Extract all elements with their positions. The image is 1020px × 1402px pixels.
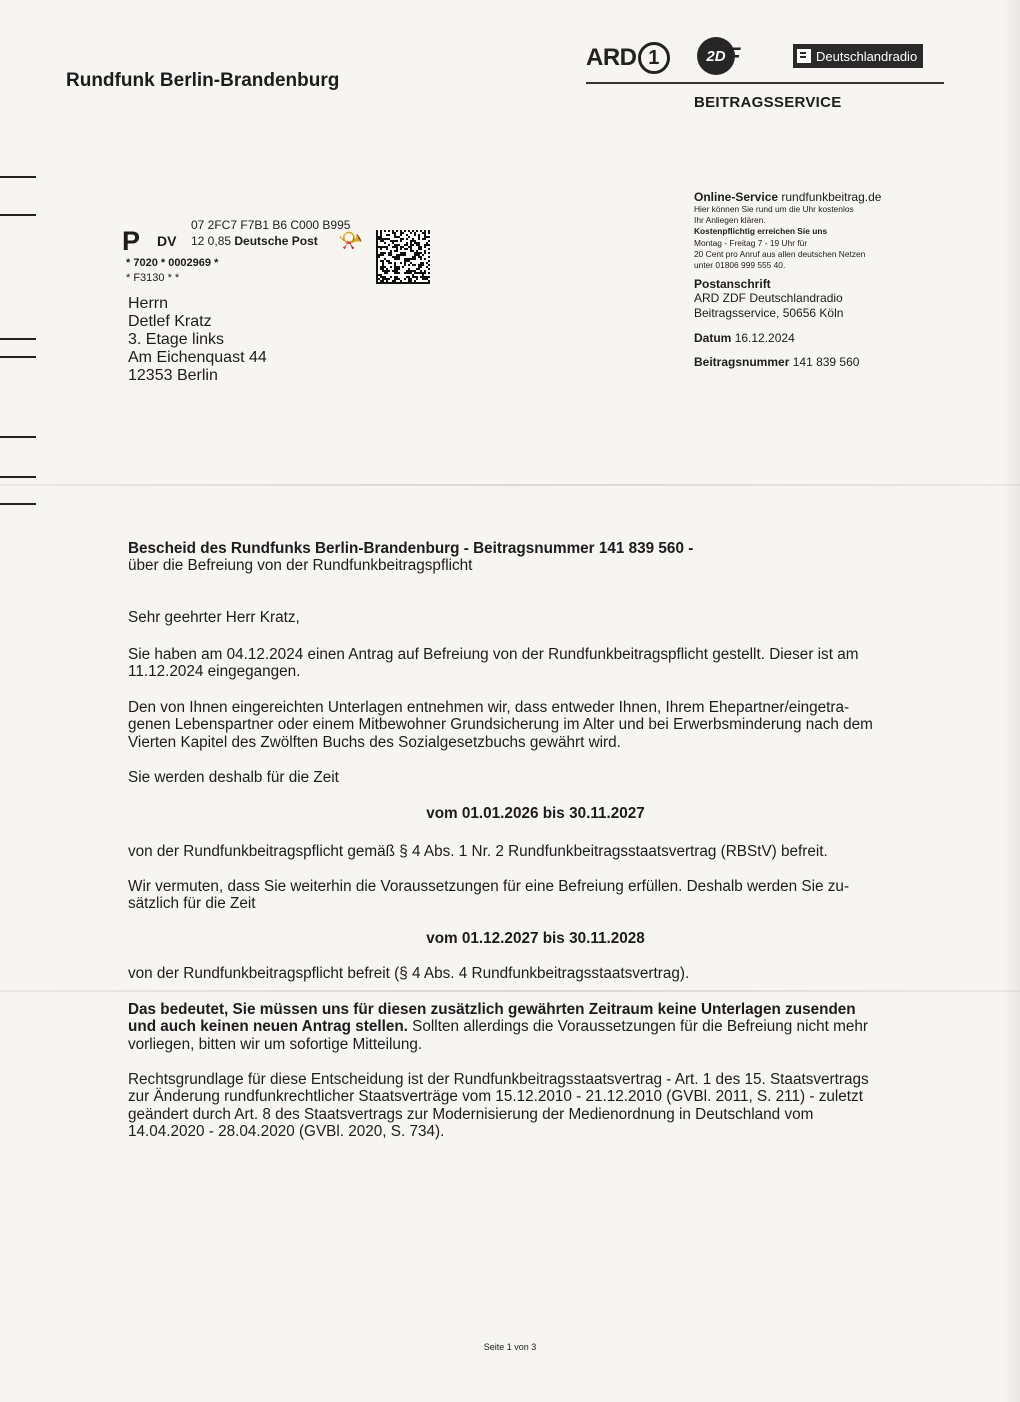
paragraph-line: Das bedeutet, Sie müssen uns für diesen zusätzlich gewährten Zeitraum keine Unterlagen zusenden: [128, 1001, 856, 1018]
paragraph-period-intro: Sie werden deshalb für die Zeit: [128, 769, 339, 786]
recipient-line: Am Eichenquast 44: [128, 349, 267, 366]
paragraph-line: Vierten Kapitel des Zwölften Buchs des Sozialgesetzbuchs gewährt wird.: [128, 733, 621, 751]
ard-logo: [586, 38, 670, 78]
post-horn-icon: 📯: [338, 230, 363, 252]
sender-name: Rundfunk Berlin-Brandenburg: [66, 70, 340, 91]
page-edge-shadow: [1002, 0, 1020, 1402]
recipient-line: 3. Etage links: [128, 331, 225, 348]
paragraph-line: Rechtsgrundlage für diese Entscheidung ist der Rundfunkbeitragsstaatsvertrag - Art. 1 des 15. Staatsvertrags: [128, 1071, 869, 1088]
postage-value: 12 0,85: [191, 234, 232, 248]
routing-code-secondary: * F3130 * *: [126, 272, 180, 284]
contact-info-block: [694, 190, 934, 369]
hint-line: Ihr Anliegen klären.: [694, 215, 766, 226]
margin-mark: [0, 214, 36, 216]
account-number-row: [694, 355, 934, 369]
postage-value-line: [191, 234, 318, 248]
deutschlandradio-logo: [793, 44, 923, 68]
paragraph-documents: [128, 699, 943, 751]
fold-line-bottom: [0, 990, 1020, 992]
paragraph-line: genen Lebenspartner oder einem Mitbewohner Grundsicherung im Alter und bei Erwerbsminderung nach dem: [128, 716, 873, 734]
paragraph-application: Sie haben am 04.12.2024 einen Antrag auf Befreiung von der Rundfunkbeitragspflicht gestellt. Dieser ist am 11.12.2024 eingegangen.: [128, 646, 859, 681]
routing-code: * 7020 * 0002969 *: [126, 257, 219, 269]
ard-logo-text: ARD: [586, 44, 637, 71]
deutschlandradio-logo-text: Deutschlandradio: [816, 48, 918, 64]
paragraph-line: [128, 1018, 943, 1035]
account-number-label: Beitragsnummer: [694, 355, 790, 370]
postal-line: ARD ZDF Deutschlandradio: [694, 291, 843, 306]
date-label: Datum: [694, 331, 732, 346]
recipient-line: Detlef Kratz: [128, 313, 212, 330]
margin-mark: [0, 338, 36, 340]
margin-mark: [0, 436, 36, 438]
letter-subject: Bescheid des Rundfunks Berlin-Brandenburg - Beitragsnummer 141 839 560 -: [128, 540, 694, 557]
margin-mark: [0, 476, 36, 478]
postal-label: Postanschrift: [694, 277, 771, 292]
zdf-disc-icon: 2D: [697, 37, 735, 75]
hint-line: unter 01806 999 555 40.: [694, 260, 786, 271]
margin-mark: [0, 176, 36, 178]
online-service-line: [694, 190, 934, 204]
letter-subject-line2: über die Befreiung von der Rundfunkbeitragspflicht: [128, 557, 473, 574]
service-name: BEITRAGSSERVICE: [694, 94, 842, 111]
paragraph-segment: Sollten allerdings die Voraussetzungen für die Befreiung nicht mehr: [407, 1018, 868, 1036]
salutation: Sehr geehrter Herr Kratz,: [128, 609, 300, 626]
recipient-address: [128, 295, 267, 385]
zdf-logo: [697, 36, 740, 76]
paragraph-no-documents: [128, 1001, 943, 1053]
paragraph-line: geändert durch Art. 8 des Staatsvertrags zur Modernisierung der Medienordnung in Deutschland vom: [128, 1105, 814, 1123]
fold-line-top: [0, 484, 1020, 486]
exemption-period-2: vom 01.12.2027 bis 30.11.2028: [426, 930, 645, 947]
paragraph-legal-basis-2: von der Rundfunkbeitragspflicht befreit (§ 4 Abs. 4 Rundfunkbeitragsstaatsvertrag).: [128, 965, 690, 982]
paragraph-legal-foundation: [128, 1071, 943, 1141]
online-service-hint: [694, 204, 934, 271]
paragraph-line: 14.04.2020 - 28.04.2020 (GVBl. 2020, S. 734).: [128, 1123, 445, 1141]
paragraph-line: zur Änderung rundfunkrechtlicher Staatsverträge vom 15.12.2010 - 21.12.2010 (GVBl. 2011, S. 211) - zuletzt: [128, 1088, 863, 1106]
margin-mark: [0, 356, 36, 358]
postal-line: Beitragsservice, 50656 Köln: [694, 306, 844, 321]
postage-p-mark: P: [122, 226, 141, 256]
paragraph-legal-basis-1: von der Rundfunkbeitragspflicht gemäß § 4 Abs. 1 Nr. 2 Rundfunkbeitragsstaatsvertrag (RBStV) befreit.: [128, 843, 828, 860]
paragraph-line: sätzlich für die Zeit: [128, 895, 256, 913]
hint-line: Kostenpflichtig erreichen Sie uns: [694, 226, 828, 237]
deutschlandradio-square-icon: [797, 49, 811, 63]
hint-line: Hier können Sie rund um die Uhr kostenlos: [694, 204, 854, 214]
hint-line: Montag - Freitag 7 - 19 Uhr für: [694, 237, 808, 248]
postage-code-line: 07 2FC7 F7B1 B6 C000 B995: [191, 218, 351, 232]
postage-carrier: Deutsche Post: [234, 234, 318, 248]
date-row: [694, 331, 934, 345]
online-service-label: Online-Service: [694, 190, 779, 204]
account-number-value: 141 839 560: [792, 355, 860, 370]
online-service-link[interactable]: rundfunkbeitrag.de: [781, 190, 882, 204]
recipient-line: Herrn: [128, 295, 169, 312]
paragraph-extension: [128, 878, 943, 913]
page-number: Seite 1 von 3: [483, 1342, 537, 1352]
hint-line: 20 Cent pro Anruf aus allen deutschen Netzen: [694, 248, 866, 259]
ard-one-icon: 1: [638, 42, 670, 74]
exemption-period-1: vom 01.01.2026 bis 30.11.2027: [426, 805, 645, 822]
zdf-logo-text: F: [727, 43, 741, 68]
margin-mark: [0, 503, 36, 505]
postage-dv-mark: DV: [157, 233, 177, 249]
paragraph-line: Wir vermuten, dass Sie weiterhin die Voraussetzungen für eine Befreiung erfüllen. Deshalb werden Sie zu-: [128, 878, 850, 895]
logo-divider: [586, 82, 944, 84]
date-value: 16.12.2024: [734, 331, 795, 346]
paragraph-bold-segment: und auch keinen neuen Antrag stellen.: [128, 1018, 408, 1036]
recipient-line: 12353 Berlin: [128, 367, 218, 384]
datamatrix-code-icon: [376, 230, 430, 284]
paragraph-line: vorliegen, bitten wir um sofortige Mitteilung.: [128, 1035, 423, 1053]
paragraph-line: Den von Ihnen eingereichten Unterlagen entnehmen wir, dass entweder Ihnen, Ihrem Ehepartner/eingetra-: [128, 699, 850, 716]
